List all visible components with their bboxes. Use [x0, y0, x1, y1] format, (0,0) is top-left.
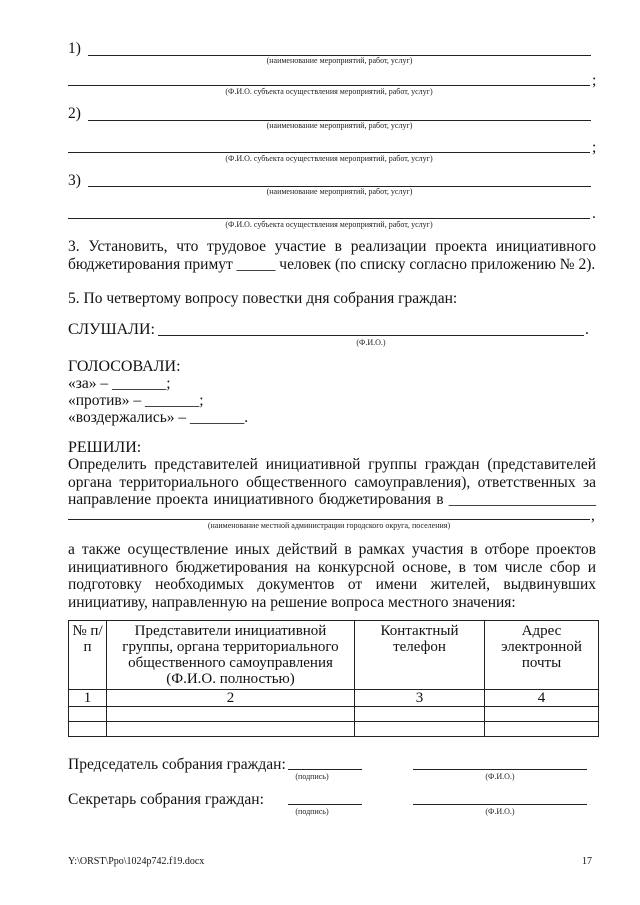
table-cell [485, 707, 599, 722]
vote-against: «против» – _______; [68, 392, 204, 409]
voted-title: ГОЛОСОВАЛИ: [68, 358, 181, 375]
item-1-end: ; [592, 72, 597, 89]
secretary-name-caption: (Ф.И.О.) [485, 807, 515, 816]
item-2-end: ; [592, 139, 597, 156]
table-cell [69, 707, 107, 722]
item-1-caption-2: (Ф.И.О. субъекта осуществления мероприятий, работ, услуг) [225, 87, 433, 96]
decided-title: РЕШИЛИ: [68, 439, 142, 456]
vote-abstain: «воздержались» – _______. [68, 409, 249, 426]
table-row [69, 707, 599, 722]
secretary-label: Секретарь собрания граждан: [68, 791, 264, 808]
decided-text-2: а также осуществление иных действий в рамках участия в отборе проектов инициативного бюджетирования на конкурсной основе, в том числе сбор и подготовку необходимых документов от имени жителей, выдвинувших инициативу, направленную на решение вопроса местного значения: [68, 541, 596, 611]
heard-label: СЛУШАЛИ: [68, 321, 155, 338]
table-cell [485, 722, 599, 737]
item-3-caption-1: (наименование мероприятий, работ, услуг) [266, 187, 413, 196]
secretary-name-line [413, 804, 587, 805]
table-number-row [69, 690, 599, 707]
question-5: 5. По четвертому вопросу повестки дня собрания граждан: [68, 290, 458, 307]
item-3-end: . [592, 205, 596, 222]
table-row [69, 722, 599, 737]
table-cell [355, 722, 485, 737]
table-cell [69, 722, 107, 737]
item-2-caption-1: (наименование мероприятий, работ, услуг) [266, 121, 413, 130]
heard-end: . [585, 321, 589, 338]
item-1-caption-1: (наименование мероприятий, работ, услуг) [266, 56, 413, 65]
decided-end: , [591, 507, 595, 524]
decided-caption: (наименование местной администрации городского округа, поселения) [207, 521, 451, 530]
representatives-table [68, 620, 599, 737]
heard-line [158, 335, 584, 336]
item-1-line-2 [68, 85, 590, 86]
table-cell [107, 707, 355, 722]
header-representatives: Представители инициативной группы, органа территориального общественного самоуправления (Ф.И.О. полностью) [107, 621, 355, 690]
heard-caption: (Ф.И.О.) [356, 338, 386, 347]
chair-sign-caption: (подпись) [295, 772, 329, 781]
column-number-3: 3 [355, 690, 485, 707]
item-2-caption-2: (Ф.И.О. субъекта осуществления мероприятий, работ, услуг) [225, 154, 433, 163]
chair-name-caption: (Ф.И.О.) [485, 772, 515, 781]
item-3-number: 3) [68, 172, 81, 189]
vote-for: «за» – _______; [68, 375, 171, 392]
table-cell [107, 722, 355, 737]
header-number: № п/п [69, 621, 107, 690]
item-3-line-2 [68, 218, 590, 219]
chair-sign-line [288, 769, 362, 770]
table-cell [355, 707, 485, 722]
page-number: 17 [582, 856, 592, 867]
footer-file-path: Y:\ORST\Ppo\1024p742.f19.docx [68, 856, 205, 867]
secretary-sign-caption: (подпись) [295, 807, 329, 816]
decided-line [68, 519, 590, 520]
item-1-number: 1) [68, 40, 81, 57]
column-number-2: 2 [107, 690, 355, 707]
secretary-sign-line [288, 804, 362, 805]
column-number-4: 4 [485, 690, 599, 707]
chair-name-line [413, 769, 587, 770]
chair-label: Председатель собрания граждан: [68, 756, 286, 773]
paragraph-3: 3. Установить, что трудовое участие в реализации проекта инициативного бюджетирования примут _____ человек (по списку согласно приложению № 2). [68, 238, 596, 273]
column-number-1: 1 [69, 690, 107, 707]
item-2-number: 2) [68, 105, 81, 122]
header-email: Адрес электронной почты [485, 621, 599, 690]
decided-text: Определить представителей инициативной группы граждан (представителей органа территориального общественного самоуправления), ответственных за направление проекта инициативного бюджетирования в ___________________ [68, 456, 596, 508]
item-3-caption-2: (Ф.И.О. субъекта осуществления мероприятий, работ, услуг) [225, 220, 433, 229]
header-phone: Контактный телефон [355, 621, 485, 690]
item-2-line-2 [68, 152, 590, 153]
table-header-row [69, 621, 599, 690]
